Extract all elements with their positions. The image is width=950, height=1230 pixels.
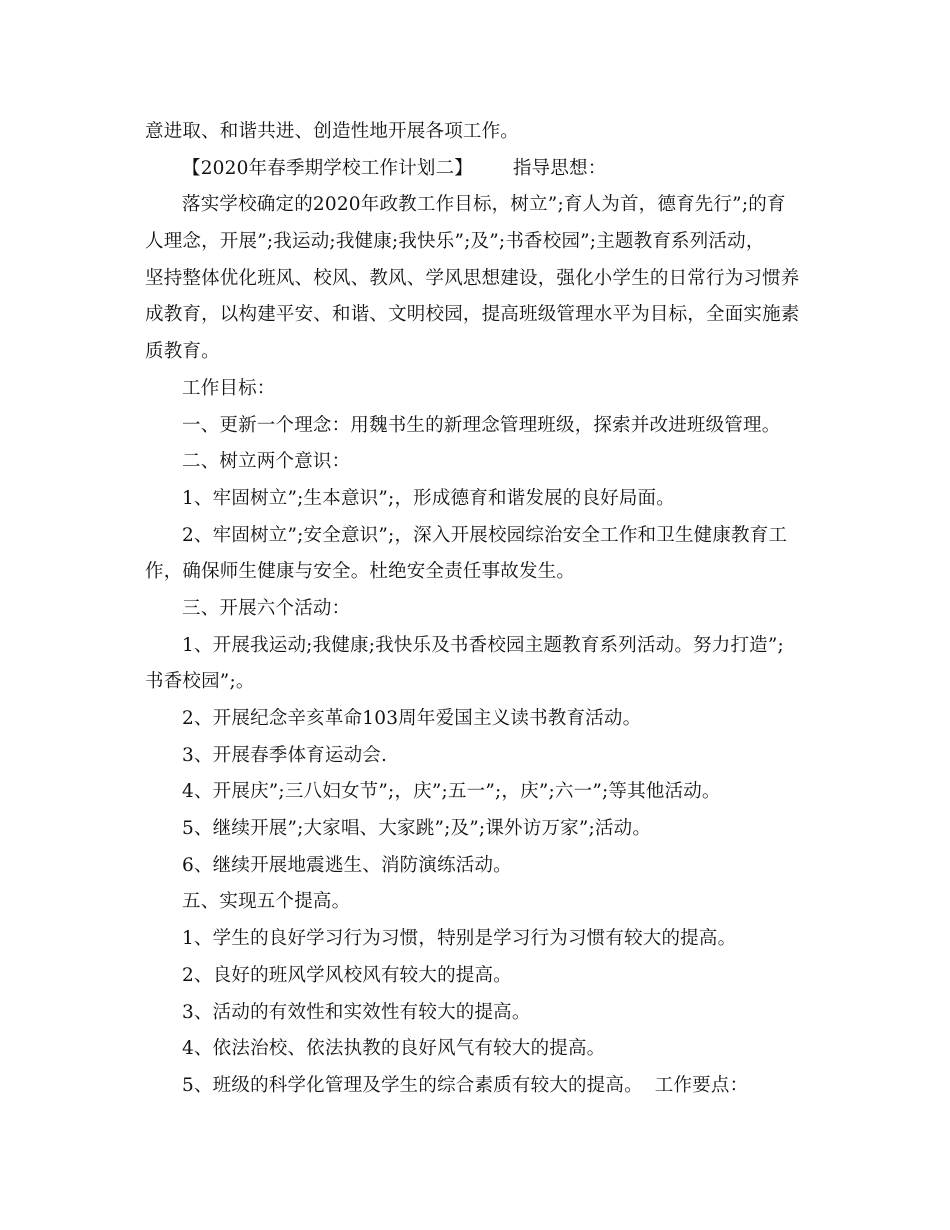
line-text: 5、班级的科学化管理及学生的综合素质有较大的提高。 — [182, 1074, 643, 1096]
paragraph-line — [145, 628, 815, 665]
paragraph-line — [145, 664, 815, 701]
work-goals-heading: 工作目标： — [182, 377, 276, 399]
line-text: 3、开展春季体育运动会. — [182, 744, 388, 766]
paragraph-line — [145, 408, 815, 445]
document-body — [145, 114, 815, 1105]
section-heading-line — [145, 151, 815, 188]
line-text: 2、牢固树立”;安全意识”;，深入开展校园综治安全工作和卫生健康教育工 — [182, 524, 788, 546]
line-text: 4、开展庆”;三八妇女节”;，庆”;五一”;，庆”;六一”;等其他活动。 — [182, 781, 721, 803]
paragraph-line — [145, 701, 815, 738]
paragraph-line — [145, 738, 815, 775]
line-text: 2、开展纪念辛亥革命103周年爱国主义读书教育活动。 — [182, 708, 642, 729]
paragraph-line — [145, 114, 815, 151]
paragraph-line — [145, 261, 815, 298]
paragraph-line — [145, 995, 815, 1032]
paragraph-line — [145, 591, 815, 628]
paragraph-line — [145, 921, 815, 958]
plan-title: 【2020年春季期学校工作计划二】 — [182, 157, 473, 179]
paragraph-line — [145, 187, 815, 224]
paragraph-line — [145, 1068, 815, 1105]
paragraph-line — [145, 224, 815, 261]
line-text: 质教育。 — [145, 341, 220, 363]
line-text: 1、开展我运动;我健康;我快乐及书香校园主题教育系列活动。努力打造”; — [182, 634, 784, 656]
line-text: 二、树立两个意识： — [182, 451, 351, 473]
line-text: 一、更新一个理念：用魏书生的新理念管理班级，探索并改进班级管理。 — [182, 414, 781, 436]
line-text: 1、牢固树立”;生本意识”;，形成德育和谐发展的良好局面。 — [182, 487, 675, 509]
line-text: 5、继续开展”;大家唱、大家跳”;及”;课外访万家”;活动。 — [182, 818, 652, 840]
paragraph-line — [145, 518, 815, 555]
guiding-thought-heading: 指导思想： — [512, 157, 607, 179]
paragraph-line — [145, 958, 815, 995]
line-text: 书香校园”;。 — [145, 671, 255, 693]
paragraph-line — [145, 774, 815, 811]
line-text: 意进取、和谐共进、创造性地开展各项工作。 — [145, 121, 520, 142]
line-text: 落实学校确定的2020年政教工作目标，树立”;育人为首，德育先行”;的育 — [182, 194, 786, 216]
work-points-heading: 工作要点： — [654, 1074, 749, 1096]
paragraph-line — [145, 848, 815, 885]
line-text: 作，确保师生健康与安全。杜绝安全责任事故发生。 — [145, 561, 576, 583]
paragraph-line — [145, 554, 815, 591]
line-text: 6、继续开展地震逃生、消防演练活动。 — [182, 854, 512, 876]
paragraph-line — [145, 334, 815, 371]
paragraph-line — [145, 297, 815, 334]
paragraph-line — [145, 811, 815, 848]
line-text: 3、活动的有效性和实效性有较大的提高。 — [182, 1001, 531, 1023]
line-text: 五、实现五个提高。 — [182, 891, 351, 913]
paragraph-line — [145, 1031, 815, 1068]
line-text: 人理念，开展”;我运动;我健康;我快乐”;及”;书香校园”;主题教育系列活动， — [145, 231, 765, 253]
paragraph-line — [145, 444, 815, 481]
line-text: 坚持整体优化班风、校风、教风、学风思想建设，强化小学生的日常行为习惯养 — [145, 267, 800, 289]
line-text: 4、依法治校、依法执教的良好风气有较大的提高。 — [182, 1038, 606, 1060]
line-text: 2、良好的班风学风校风有较大的提高。 — [182, 964, 512, 986]
line-text: 1、学生的良好学习行为习惯，特别是学习行为习惯有较大的提高。 — [182, 928, 737, 950]
paragraph-line — [145, 481, 815, 518]
paragraph-line — [145, 884, 815, 921]
line-text: 成教育，以构建平安、和谐、文明校园，提高班级管理水平为目标，全面实施素 — [145, 304, 800, 326]
line-text: 三、开展六个活动： — [182, 597, 351, 619]
section-heading-line — [145, 371, 815, 408]
